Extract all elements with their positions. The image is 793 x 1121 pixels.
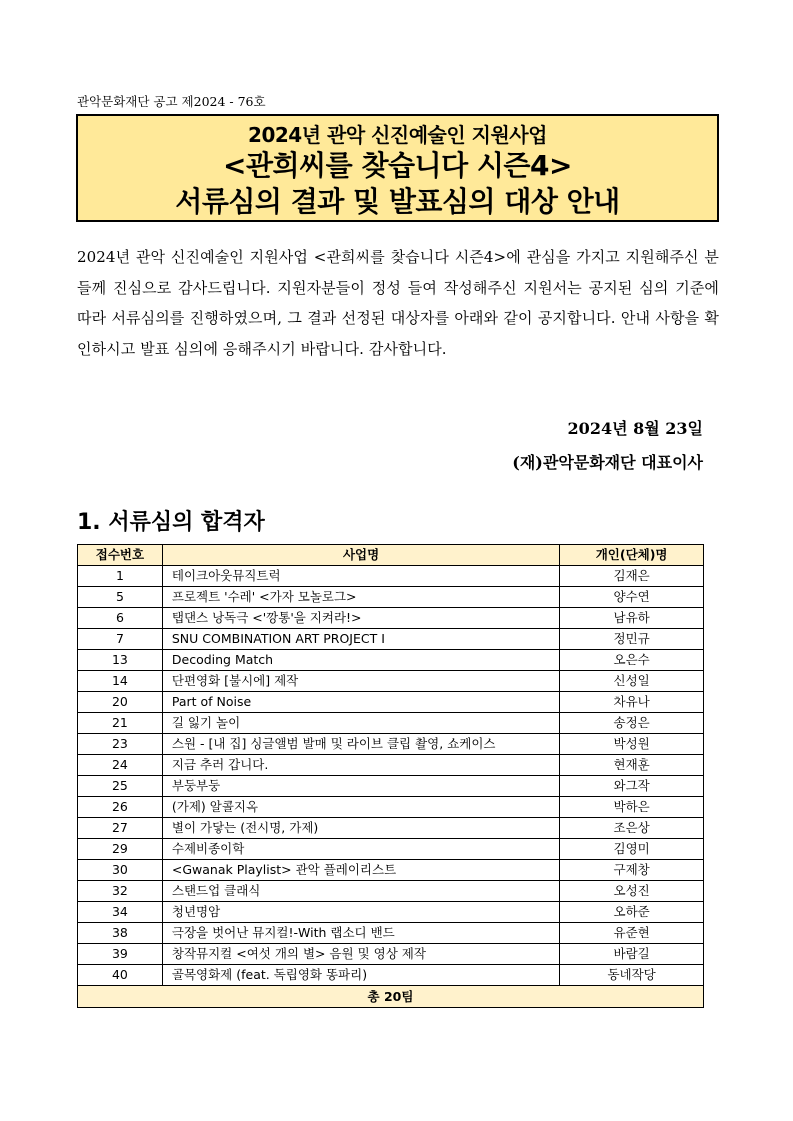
cell-applicant: 신성일 bbox=[560, 671, 704, 692]
title-box bbox=[76, 114, 719, 222]
cell-project: (가제) 알콜지옥 bbox=[162, 797, 559, 818]
cell-project: 부둥부둥 bbox=[162, 776, 559, 797]
cell-applicant: 유준현 bbox=[560, 923, 704, 944]
cell-no: 32 bbox=[78, 881, 163, 902]
section-title: 1. 서류심의 합격자 bbox=[77, 510, 265, 535]
cell-applicant: 구제창 bbox=[560, 860, 704, 881]
cell-project: 골목영화제 (feat. 독립영화 똥파리) bbox=[162, 965, 559, 986]
title-line-2: <관희씨를 찾습니다 시즌4> bbox=[223, 149, 572, 182]
cell-project: <Gwanak Playlist> 관악 플레이리스트 bbox=[162, 860, 559, 881]
cell-no: 39 bbox=[78, 944, 163, 965]
table-row bbox=[78, 776, 704, 797]
cell-no: 29 bbox=[78, 839, 163, 860]
cell-applicant: 김영미 bbox=[560, 839, 704, 860]
table-header-row bbox=[78, 545, 704, 566]
table-row bbox=[78, 797, 704, 818]
cell-applicant: 동네작당 bbox=[560, 965, 704, 986]
cell-no: 20 bbox=[78, 692, 163, 713]
cell-no: 40 bbox=[78, 965, 163, 986]
cell-no: 25 bbox=[78, 776, 163, 797]
header-project: 사업명 bbox=[162, 545, 559, 566]
table-row bbox=[78, 713, 704, 734]
total-count: 총 20팀 bbox=[78, 986, 704, 1008]
cell-applicant: 박하은 bbox=[560, 797, 704, 818]
cell-no: 24 bbox=[78, 755, 163, 776]
table-row bbox=[78, 650, 704, 671]
cell-project: 지금 추러 갑니다. bbox=[162, 755, 559, 776]
cell-applicant: 차유나 bbox=[560, 692, 704, 713]
table-row bbox=[78, 692, 704, 713]
cell-project: 길 잃기 놀이 bbox=[162, 713, 559, 734]
cell-project: Decoding Match bbox=[162, 650, 559, 671]
announcement-date: 2024년 8월 23일 bbox=[567, 419, 703, 438]
cell-applicant: 남유하 bbox=[560, 608, 704, 629]
cell-applicant: 오하준 bbox=[560, 902, 704, 923]
header-no: 접수번호 bbox=[78, 545, 163, 566]
table-row bbox=[78, 965, 704, 986]
title-line-3: 서류심의 결과 및 발표심의 대상 안내 bbox=[175, 185, 620, 218]
table-row bbox=[78, 923, 704, 944]
cell-project: 탭댄스 낭독극 <'깡통'을 지켜라!> bbox=[162, 608, 559, 629]
cell-no: 6 bbox=[78, 608, 163, 629]
cell-no: 14 bbox=[78, 671, 163, 692]
cell-no: 1 bbox=[78, 566, 163, 587]
cell-no: 13 bbox=[78, 650, 163, 671]
cell-project: 수제비종이학 bbox=[162, 839, 559, 860]
total-row bbox=[78, 986, 704, 1008]
results-table bbox=[77, 544, 704, 1008]
table-row bbox=[78, 860, 704, 881]
intro-paragraph: 2024년 관악 신진예술인 지원사업 <관희씨를 찾습니다 시즌4>에 관심을 가지고 지원해주신 분들께 진심으로 감사드립니다. 지원자분들이 정성 들여 작성해주신 지원서는 공지된 심의 기준에 따라 서류심의를 진행하였으며, 그 결과 선정된 대상자를 아래와 같이 공지합니다. 안내 사항을 확인하시고 발표 심의에 응해주시기 바랍니다. 감사합니다. bbox=[77, 248, 719, 358]
table-row bbox=[78, 734, 704, 755]
cell-project: 스원 - [내 집] 싱글앨범 발매 및 라이브 클립 촬영, 쇼케이스 bbox=[162, 734, 559, 755]
signer: (재)관악문화재단 대표이사 bbox=[512, 453, 703, 472]
table-row bbox=[78, 566, 704, 587]
cell-project: 청년명암 bbox=[162, 902, 559, 923]
table-row bbox=[78, 944, 704, 965]
cell-no: 30 bbox=[78, 860, 163, 881]
cell-applicant: 현재훈 bbox=[560, 755, 704, 776]
cell-project: Part of Noise bbox=[162, 692, 559, 713]
cell-project: 창작뮤지컬 <여섯 개의 별> 음원 및 영상 제작 bbox=[162, 944, 559, 965]
cell-project: 극장을 벗어난 뮤지컬!-With 랩소디 밴드 bbox=[162, 923, 559, 944]
cell-project: SNU COMBINATION ART PROJECT I bbox=[162, 629, 559, 650]
cell-no: 7 bbox=[78, 629, 163, 650]
header-applicant: 개인(단체)명 bbox=[560, 545, 704, 566]
cell-applicant: 송정은 bbox=[560, 713, 704, 734]
table-row bbox=[78, 839, 704, 860]
title-line-1: 2024년 관악 신진예술인 지원사업 bbox=[248, 123, 547, 147]
table-row bbox=[78, 755, 704, 776]
cell-applicant: 김재은 bbox=[560, 566, 704, 587]
cell-applicant: 오성진 bbox=[560, 881, 704, 902]
cell-project: 프로젝트 '수레' <가자 모놀로그> bbox=[162, 587, 559, 608]
table-row bbox=[78, 587, 704, 608]
table-row bbox=[78, 818, 704, 839]
table-row bbox=[78, 671, 704, 692]
cell-no: 5 bbox=[78, 587, 163, 608]
cell-applicant: 오은수 bbox=[560, 650, 704, 671]
cell-applicant: 박성원 bbox=[560, 734, 704, 755]
notice-number: 관악문화재단 공고 제2024 - 76호 bbox=[77, 94, 266, 109]
cell-applicant: 바람길 bbox=[560, 944, 704, 965]
cell-no: 27 bbox=[78, 818, 163, 839]
table-row bbox=[78, 902, 704, 923]
cell-applicant: 정민규 bbox=[560, 629, 704, 650]
cell-project: 스탠드업 클래식 bbox=[162, 881, 559, 902]
table-row bbox=[78, 881, 704, 902]
cell-project: 별이 가닿는 (전시명, 가제) bbox=[162, 818, 559, 839]
cell-no: 34 bbox=[78, 902, 163, 923]
table-row bbox=[78, 608, 704, 629]
cell-applicant: 와그작 bbox=[560, 776, 704, 797]
cell-applicant: 양수연 bbox=[560, 587, 704, 608]
cell-project: 테이크아웃뮤직트럭 bbox=[162, 566, 559, 587]
cell-no: 21 bbox=[78, 713, 163, 734]
cell-no: 38 bbox=[78, 923, 163, 944]
cell-no: 23 bbox=[78, 734, 163, 755]
cell-applicant: 조은상 bbox=[560, 818, 704, 839]
cell-no: 26 bbox=[78, 797, 163, 818]
cell-project: 단편영화 [불시에] 제작 bbox=[162, 671, 559, 692]
table-row bbox=[78, 629, 704, 650]
